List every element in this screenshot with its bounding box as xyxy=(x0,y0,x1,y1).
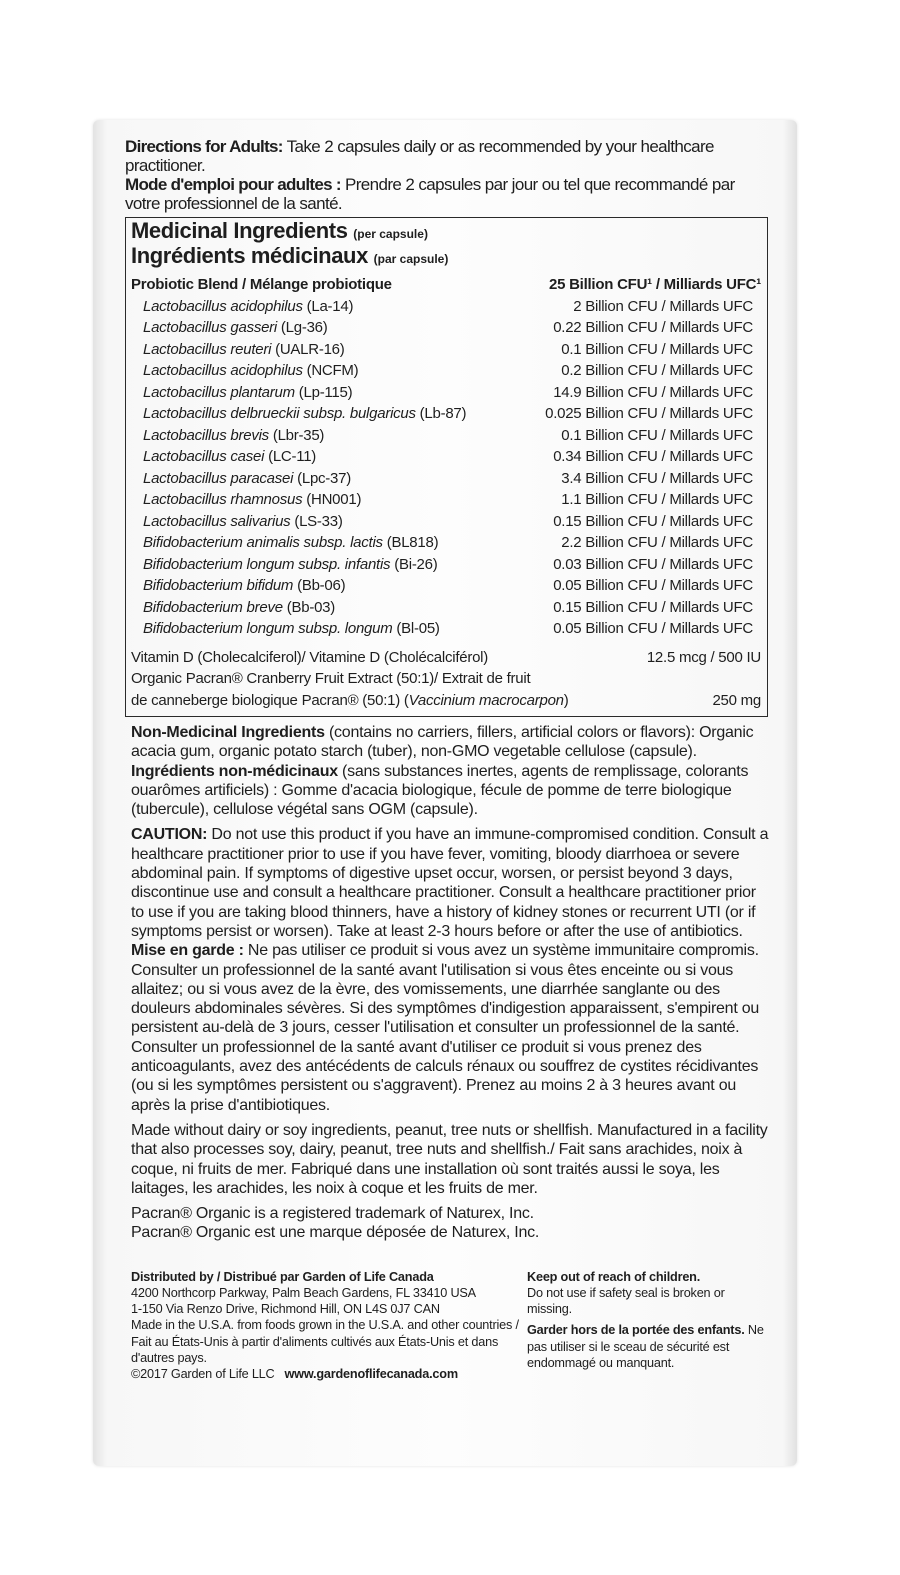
per-capsule-fr: (par capsule) xyxy=(373,252,449,266)
strain-row xyxy=(131,317,761,339)
strain-code: (LS-33) xyxy=(290,512,343,530)
medicinal-title-en-text: Medicinal Ingredients xyxy=(131,218,348,243)
strain-code: (Lb-87) xyxy=(415,405,467,422)
caution-en xyxy=(131,825,770,941)
strain-amount: 3.4 Billion CFU / Millards UFC xyxy=(561,469,753,487)
per-capsule-en: (per capsule) xyxy=(353,227,428,241)
strain-amount: 1.1 Billion CFU / Millards UFC xyxy=(561,491,753,508)
caution-fr-text: Ne pas utiliser ce produit si vous avez un système immunitaire compromis. Consulter un professionnel de la santé avant l'utilisation si vous êtes enceinte ou si vous allaitez; ou si vous avez de la èvre, des vomissements, une diarrhée sanglante ou des douleurs abdominales sévères. Si des symptômes d'indigestion apparaissent, s'empirent ou persistent au-delà de 3 jours, cesser l'utilisation et consulter un professionnel de la santé. Consulter un professionnel de la santé avant d'utiliser ce produit si vous prenez des anticoagulants, avez des antécédents de calculs rénaux ou souffrez de cystites récidivantes (ou si les symptômes persistent ou s'aggravent). Prenez au moins 2 à 3 heures avant ou après la prise d'antibiotiques. xyxy=(131,942,760,1114)
strain-amount: 0.1 Billion CFU / Millards UFC xyxy=(561,426,753,444)
body-text xyxy=(125,723,770,1243)
made-in-statement: Made in the U.S.A. from foods grown in the U.S.A. and other countries / Fait au États-Unis à partir d'aliments cultivés aux États-Unis et dans d'autres pays. xyxy=(131,1318,519,1365)
strain-row xyxy=(131,597,761,619)
directions-en-label: Directions for Adults: xyxy=(125,137,283,156)
strain-row xyxy=(131,425,761,447)
strain-code: (HN001) xyxy=(302,491,362,508)
directions-fr xyxy=(125,176,770,213)
distributor-label: Distributed by / Distribué par Garden of Life Canada xyxy=(131,1269,434,1284)
cranberry-name-line1: Organic Pacran® Cranberry Fruit Extract (50:1)/ Extrait de fruit xyxy=(131,670,531,687)
strain-amount: 0.34 Billion CFU / Millards UFC xyxy=(553,448,753,465)
probiotic-blend-value: 25 Billion CFU¹ / Milliards UFC¹ xyxy=(548,276,761,293)
strain-species: Lactobacillus gasseri xyxy=(143,319,277,336)
strain-amount: 0.05 Billion CFU / Millards UFC xyxy=(553,620,753,637)
strain-species: Lactobacillus delbrueckii subsp. bulgaricus xyxy=(143,405,416,422)
strain-row xyxy=(131,618,761,640)
cranberry-row-2 xyxy=(131,690,761,712)
keep-out-label: Keep out of reach of children. xyxy=(527,1269,701,1284)
strain-amount: 0.05 Billion CFU / Millards UFC xyxy=(553,577,753,594)
garder-label: Garder hors de la portée des enfants. xyxy=(527,1323,745,1338)
strain-amount: 0.03 Billion CFU / Millards UFC xyxy=(553,555,753,573)
strain-species: Bifidobacterium animalis subsp. lactis xyxy=(143,534,383,551)
copyright-line xyxy=(131,1366,521,1382)
vitamin-d-value: 12.5 mcg / 500 IU xyxy=(646,648,761,666)
cranberry-latin-name: Vaccinium macrocarpon xyxy=(408,691,564,709)
strain-code: (UALR-16) xyxy=(271,340,345,358)
strain-species: Lactobacillus plantarum xyxy=(143,383,295,401)
strain-row xyxy=(131,403,761,425)
strain-row xyxy=(131,468,761,490)
cranberry-name-line2: de canneberge biologique Pacran® (50:1) (Vaccinium macrocarpon) xyxy=(131,691,569,709)
non-medicinal-en xyxy=(131,723,770,762)
strain-code: (La-14) xyxy=(302,297,354,315)
safety-notice xyxy=(527,1269,767,1382)
non-medicinal-fr xyxy=(131,762,770,820)
directions-fr-label: Mode d'emploi pour adultes : xyxy=(125,175,341,194)
cranberry-value: 250 mg xyxy=(712,691,761,709)
strain-amount: 0.22 Billion CFU / Millards UFC xyxy=(553,319,753,336)
directions-en xyxy=(125,138,770,175)
strain-row xyxy=(131,360,761,382)
strain-species: Lactobacillus rhamnosus xyxy=(143,491,303,508)
label-content xyxy=(125,138,770,1382)
strain-species: Lactobacillus brevis xyxy=(143,426,269,444)
strain-code: (Lbr-35) xyxy=(268,426,325,444)
strain-code: (Bl-05) xyxy=(392,620,440,637)
strain-species: Lactobacillus acidophilus xyxy=(143,362,303,379)
strain-code: (Bb-03) xyxy=(282,598,336,616)
caution-en-text: Do not use this product if you have an immune-compromised condition. Consult a healthcare practitioner prior to use if you have fever, vomiting, bloody diarrhoea or severe abdominal pain. If symptoms of digestive upset occur, worsen, or persist beyond 3 days, discontinue use and consult a healthcare practitioner. Consult a healthcare practitioner prior to use if you are taking blood thinners, have a history of kidney stones or recurrent UTI (or if symptoms persist or worsen). Take at least 2-3 hours before or after the use of antibiotics. xyxy=(131,826,769,940)
strain-species: Bifidobacterium longum subsp. longum xyxy=(143,620,393,637)
non-medicinal-en-text: (contains no carriers, fillers, artificial colors or flavors): Organic acacia gum, organic potato starch (tuber), non-GMO vegetable cellulose (capsule). xyxy=(131,724,754,761)
strain-row xyxy=(131,382,761,404)
caution-en-label: CAUTION: xyxy=(131,826,208,844)
strain-row xyxy=(131,446,761,468)
strain-row xyxy=(131,296,761,318)
strain-amount: 14.9 Billion CFU / Millards UFC xyxy=(553,383,753,401)
strain-code: (NCFM) xyxy=(302,362,359,379)
strain-species: Lactobacillus reuteri xyxy=(143,340,272,358)
strain-amount: 0.15 Billion CFU / Millards UFC xyxy=(553,598,753,616)
caution-fr-label: Mise en garde : xyxy=(131,942,244,960)
vitamin-d-name: Vitamin D (Cholecalciferol)/ Vitamine D (Cholécalciférol) xyxy=(131,648,488,666)
strain-amount: 2.2 Billion CFU / Millards UFC xyxy=(561,534,753,551)
trademark-en: Pacran® Organic is a registered trademark of Naturex, Inc. xyxy=(131,1205,534,1223)
strain-code: (LC-11) xyxy=(264,448,317,465)
strain-code: (Lp-115) xyxy=(294,383,353,401)
probiotic-blend-row xyxy=(131,274,761,296)
strain-code: (Lpc-37) xyxy=(293,469,351,487)
strain-row xyxy=(131,511,761,533)
strain-code: (BL818) xyxy=(382,534,439,551)
strain-species: Bifidobacterium longum subsp. infantis xyxy=(143,555,391,573)
strain-species: Lactobacillus acidophilus xyxy=(143,297,303,315)
strain-amount: 2 Billion CFU / Millards UFC xyxy=(573,297,753,315)
address-can: 1-150 Via Renzo Drive, Richmond Hill, ON L4S 0J7 CAN xyxy=(131,1302,440,1317)
strain-row xyxy=(131,532,761,554)
copyright: ©2017 Garden of Life LLC xyxy=(131,1366,275,1381)
strain-code: (Lg-36) xyxy=(277,319,328,336)
strain-list xyxy=(131,296,761,640)
medicinal-ingredients-box xyxy=(125,217,768,717)
strain-code: (Bi-26) xyxy=(390,555,438,573)
strain-species: Bifidobacterium bifidum xyxy=(143,577,294,594)
strain-amount: 0.2 Billion CFU / Millards UFC xyxy=(561,362,753,379)
trademark-fr: Pacran® Organic est une marque déposée de Naturex, Inc. xyxy=(131,1224,540,1242)
medicinal-title-fr xyxy=(131,245,761,270)
vitamin-d-row xyxy=(131,647,761,669)
strain-amount: 0.15 Billion CFU / Millards UFC xyxy=(553,512,753,530)
allergen-statement: Made without dairy or soy ingredients, peanut, tree nuts or shellfish. Manufactured in a facility that also processes soy, dairy, peanut, tree nuts and shellfish./ Fait sans arachides, noix à coque, ni fruits de mer. Fabriqué dans une installation où sont traités aussi le soya, les laitages, les arachides, les noix à coque et les fruits de mer. xyxy=(131,1121,768,1197)
non-medicinal-fr-label: Ingrédients non-médicinaux xyxy=(131,762,338,780)
garder-text: Ne pas utiliser si le sceau de sécurité est endommagé ou manquant. xyxy=(527,1323,764,1370)
strain-row xyxy=(131,489,761,511)
garder-statement xyxy=(527,1322,767,1371)
address-usa: 4200 Northcorp Parkway, Palm Beach Gardens, FL 33410 USA xyxy=(131,1285,476,1300)
footer xyxy=(125,1269,770,1382)
strain-amount: 0.025 Billion CFU / Millards UFC xyxy=(545,405,753,422)
non-medicinal-fr-text: (sans substances inertes, agents de remplissage, colorants ouarômes artificiels) : Gomme d'acacia biologique, fécule de pomme de terre biologique (tubercule), cellulose végétal sans OGM (capsule). xyxy=(131,762,749,819)
caution-fr xyxy=(131,941,770,1115)
medicinal-title-en xyxy=(131,220,761,245)
directions-fr-text: Prendre 2 capsules par jour ou tel que recommandé par votre professionnel de la santé. xyxy=(125,175,735,213)
strain-species: Lactobacillus paracasei xyxy=(143,469,294,487)
distributor-info xyxy=(131,1269,521,1382)
strain-row xyxy=(131,554,761,576)
strain-row xyxy=(131,339,761,361)
directions-en-text: Take 2 capsules daily or as recommended by your healthcare practitioner. xyxy=(125,137,714,175)
strain-amount: 0.1 Billion CFU / Millards UFC xyxy=(561,340,753,358)
strain-row xyxy=(131,575,761,597)
strain-code: (Bb-06) xyxy=(293,577,346,594)
strain-species: Lactobacillus salivarius xyxy=(143,512,291,530)
medicinal-title-fr-text: Ingrédients médicinaux xyxy=(131,243,368,268)
cranberry-row-1 xyxy=(131,668,761,690)
non-medicinal-en-label: Non-Medicinal Ingredients xyxy=(131,724,325,741)
probiotic-blend-name: Probiotic Blend / Mélange probiotique xyxy=(131,276,392,293)
keep-out-text: Do not use if safety seal is broken or missing. xyxy=(527,1285,725,1317)
website-link[interactable]: www.gardenoflifecanada.com xyxy=(284,1366,458,1381)
strain-species: Lactobacillus casei xyxy=(143,448,265,465)
strain-species: Bifidobacterium breve xyxy=(143,598,283,616)
